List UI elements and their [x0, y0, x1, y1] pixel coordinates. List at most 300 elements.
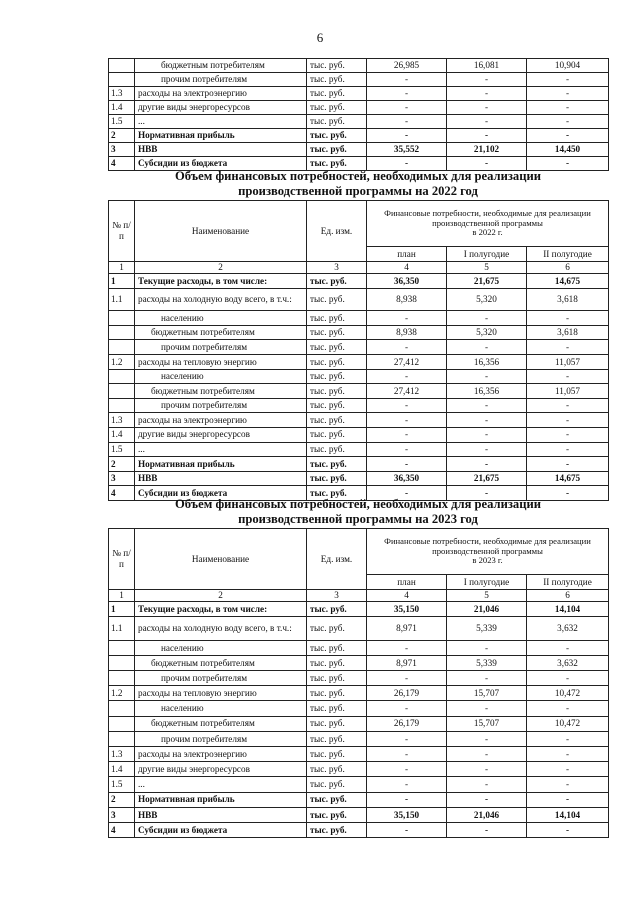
table-row: [109, 427, 609, 442]
row-value-half1: 16,081: [447, 59, 527, 73]
row-unit: тыс. руб.: [307, 701, 367, 716]
row-index: [109, 640, 135, 655]
row-name: ...: [135, 442, 307, 457]
table-row: [109, 129, 609, 143]
row-value-half1: -: [447, 822, 527, 837]
row-value-half2: -: [527, 129, 609, 143]
row-index: 1.3: [109, 747, 135, 762]
header-needs-year: в 2022 г.: [472, 227, 503, 238]
row-index: 1.4: [109, 101, 135, 115]
row-value-half1: -: [447, 640, 527, 655]
col-num-6: 6: [527, 590, 609, 602]
row-value-half2: -: [527, 442, 609, 457]
row-name: ...: [135, 115, 307, 129]
row-name: расходы на тепловую энергию: [135, 355, 307, 370]
table-row: [109, 311, 609, 326]
table-row: [109, 701, 609, 716]
row-value-half1: 15,707: [447, 686, 527, 701]
row-value-half2: 11,057: [527, 384, 609, 399]
row-value-half2: 3,632: [527, 617, 609, 641]
row-value-half2: 14,675: [527, 274, 609, 289]
row-value-half2: -: [527, 311, 609, 326]
table-row: [109, 777, 609, 792]
row-value-half1: -: [447, 413, 527, 428]
row-index: 1.4: [109, 762, 135, 777]
col-num-6: 6: [527, 262, 609, 274]
row-unit: тыс. руб.: [307, 340, 367, 355]
row-value-half1: -: [447, 101, 527, 115]
row-name: расходы на электроэнергию: [135, 747, 307, 762]
row-unit: тыс. руб.: [307, 762, 367, 777]
row-value-half2: 3,618: [527, 325, 609, 340]
row-unit: тыс. руб.: [307, 101, 367, 115]
row-unit: тыс. руб.: [307, 442, 367, 457]
row-value-plan: -: [367, 87, 447, 101]
row-index: 1: [109, 274, 135, 289]
table-row: [109, 671, 609, 686]
row-name: бюджетным потребителям: [135, 384, 307, 399]
row-value-half2: 14,104: [527, 602, 609, 617]
row-unit: тыс. руб.: [307, 640, 367, 655]
table-row: [109, 115, 609, 129]
row-value-plan: -: [367, 731, 447, 746]
row-value-half2: -: [527, 640, 609, 655]
row-index: 1.2: [109, 355, 135, 370]
header-unit: Ед. изм.: [307, 201, 367, 262]
row-name: населению: [135, 701, 307, 716]
table-row: [109, 288, 609, 311]
row-value-plan: -: [367, 369, 447, 384]
row-value-plan: -: [367, 129, 447, 143]
row-name: Нормативная прибыль: [135, 457, 307, 472]
row-value-half1: -: [447, 115, 527, 129]
header-needs-text: Финансовые потребности, необходимые для реализации производственной программы: [384, 535, 591, 556]
row-value-half2: 14,104: [527, 807, 609, 822]
row-index: 1.1: [109, 288, 135, 311]
heading-2023-line1: Объем финансовых потребностей, необходимых для реализации: [175, 497, 541, 511]
row-index: [109, 384, 135, 399]
row-unit: тыс. руб.: [307, 274, 367, 289]
row-value-half1: -: [447, 731, 527, 746]
row-value-half1: -: [447, 129, 527, 143]
row-unit: тыс. руб.: [307, 716, 367, 731]
row-value-half1: -: [447, 486, 527, 501]
row-index: [109, 701, 135, 716]
row-unit: тыс. руб.: [307, 311, 367, 326]
table-row: [109, 716, 609, 731]
row-value-half1: -: [447, 398, 527, 413]
row-unit: тыс. руб.: [307, 398, 367, 413]
table-row: [109, 384, 609, 399]
row-name: расходы на холодную воду всего, в т.ч.:: [135, 617, 307, 641]
row-name: другие виды энергоресурсов: [135, 101, 307, 115]
header-plan: план: [367, 247, 447, 262]
row-value-half1: 21,675: [447, 274, 527, 289]
row-value-half2: -: [527, 747, 609, 762]
table-row: [109, 602, 609, 617]
table-row: [109, 325, 609, 340]
row-unit: тыс. руб.: [307, 731, 367, 746]
col-num-5: 5: [447, 590, 527, 602]
table-row: [109, 471, 609, 486]
header-needs-year: в 2023 г.: [472, 555, 503, 566]
row-value-plan: -: [367, 792, 447, 807]
row-name: расходы на тепловую энергию: [135, 686, 307, 701]
row-unit: тыс. руб.: [307, 115, 367, 129]
table-row: [109, 340, 609, 355]
row-name: населению: [135, 311, 307, 326]
row-index: 1.2: [109, 686, 135, 701]
row-value-half1: 5,339: [447, 655, 527, 670]
row-value-half2: -: [527, 671, 609, 686]
row-name: Текущие расходы, в том числе:: [135, 602, 307, 617]
table-row: [109, 59, 609, 73]
financial-needs-table-2023: [108, 528, 609, 838]
table-row: [109, 686, 609, 701]
row-index: 4: [109, 822, 135, 837]
row-index: 1.3: [109, 413, 135, 428]
row-value-plan: -: [367, 157, 447, 171]
row-value-half2: -: [527, 427, 609, 442]
header-num: № п/п: [109, 529, 135, 590]
col-num-4: 4: [367, 590, 447, 602]
row-index: 2: [109, 129, 135, 143]
row-name: расходы на холодную воду всего, в т.ч.:: [135, 288, 307, 311]
row-value-plan: -: [367, 101, 447, 115]
row-index: [109, 671, 135, 686]
row-value-half1: -: [447, 157, 527, 171]
row-value-plan: 26,985: [367, 59, 447, 73]
row-unit: тыс. руб.: [307, 427, 367, 442]
table-row: [109, 747, 609, 762]
row-index: 4: [109, 157, 135, 171]
header-unit: Ед. изм.: [307, 529, 367, 590]
table-row: [109, 73, 609, 87]
row-value-half2: 10,472: [527, 716, 609, 731]
table-row: [109, 101, 609, 115]
table-row: [109, 398, 609, 413]
row-value-half2: -: [527, 340, 609, 355]
row-index: 3: [109, 471, 135, 486]
row-unit: тыс. руб.: [307, 87, 367, 101]
row-name: Текущие расходы, в том числе:: [135, 274, 307, 289]
table-row: [109, 640, 609, 655]
row-index: 2: [109, 792, 135, 807]
row-value-plan: -: [367, 427, 447, 442]
row-name: бюджетным потребителям: [135, 325, 307, 340]
top-table-section: [108, 58, 608, 171]
row-value-half2: 10,472: [527, 686, 609, 701]
header-needs: [367, 201, 609, 247]
row-value-plan: 26,179: [367, 716, 447, 731]
row-value-half2: -: [527, 73, 609, 87]
row-unit: тыс. руб.: [307, 457, 367, 472]
row-value-plan: 8,938: [367, 288, 447, 311]
row-value-half2: -: [527, 115, 609, 129]
row-name: Нормативная прибыль: [135, 129, 307, 143]
row-value-plan: 8,938: [367, 325, 447, 340]
row-value-half1: -: [447, 671, 527, 686]
table-2023-section: [108, 528, 608, 838]
row-index: 1: [109, 602, 135, 617]
row-name: бюджетным потребителям: [135, 655, 307, 670]
row-unit: тыс. руб.: [307, 384, 367, 399]
row-unit: тыс. руб.: [307, 686, 367, 701]
row-value-plan: -: [367, 777, 447, 792]
row-value-half1: -: [447, 340, 527, 355]
row-index: 3: [109, 807, 135, 822]
row-value-plan: 35,552: [367, 143, 447, 157]
row-value-plan: -: [367, 413, 447, 428]
row-value-half2: 10,904: [527, 59, 609, 73]
row-index: 1.4: [109, 427, 135, 442]
row-value-plan: 8,971: [367, 655, 447, 670]
row-value-plan: -: [367, 311, 447, 326]
header-name: Наименование: [135, 201, 307, 262]
row-value-half1: -: [447, 762, 527, 777]
row-unit: тыс. руб.: [307, 73, 367, 87]
row-name: бюджетным потребителям: [135, 716, 307, 731]
heading-2022: [108, 169, 608, 199]
row-value-half1: 5,320: [447, 288, 527, 311]
row-value-half2: -: [527, 87, 609, 101]
row-value-plan: 35,150: [367, 807, 447, 822]
row-value-plan: 8,971: [367, 617, 447, 641]
row-value-half1: -: [447, 311, 527, 326]
table-row: [109, 731, 609, 746]
row-value-plan: -: [367, 457, 447, 472]
row-value-half1: 21,102: [447, 143, 527, 157]
table-row: [109, 369, 609, 384]
row-value-half1: -: [447, 87, 527, 101]
col-num-2: 2: [135, 590, 307, 602]
row-value-plan: -: [367, 115, 447, 129]
row-unit: тыс. руб.: [307, 822, 367, 837]
row-value-half2: -: [527, 369, 609, 384]
row-name: прочим потребителям: [135, 73, 307, 87]
row-value-half2: -: [527, 457, 609, 472]
row-value-half2: -: [527, 762, 609, 777]
row-name: населению: [135, 369, 307, 384]
table-row: [109, 807, 609, 822]
row-value-half2: 11,057: [527, 355, 609, 370]
row-value-plan: 36,350: [367, 274, 447, 289]
row-name: прочим потребителям: [135, 671, 307, 686]
row-value-half1: 21,675: [447, 471, 527, 486]
row-index: 1.1: [109, 617, 135, 641]
financial-needs-table-2022: [108, 200, 609, 501]
row-name: Нормативная прибыль: [135, 792, 307, 807]
row-value-half2: -: [527, 777, 609, 792]
row-unit: тыс. руб.: [307, 671, 367, 686]
row-value-half1: -: [447, 457, 527, 472]
header-needs: [367, 529, 609, 575]
row-value-half2: -: [527, 157, 609, 171]
row-unit: тыс. руб.: [307, 413, 367, 428]
row-value-plan: -: [367, 486, 447, 501]
row-name: Субсидии из бюджета: [135, 157, 307, 171]
table-row: [109, 355, 609, 370]
row-unit: тыс. руб.: [307, 602, 367, 617]
row-unit: тыс. руб.: [307, 617, 367, 641]
row-name: прочим потребителям: [135, 398, 307, 413]
row-unit: тыс. руб.: [307, 792, 367, 807]
row-value-half2: -: [527, 101, 609, 115]
row-index: 2: [109, 457, 135, 472]
row-index: [109, 716, 135, 731]
heading-2023-line2: производственной программы на 2023 год: [238, 512, 478, 527]
row-value-half2: -: [527, 731, 609, 746]
header-half1: I полугодие: [447, 247, 527, 262]
row-value-plan: -: [367, 73, 447, 87]
row-name: другие виды энергоресурсов: [135, 762, 307, 777]
row-name: расходы на электроэнергию: [135, 413, 307, 428]
row-unit: тыс. руб.: [307, 157, 367, 171]
row-value-plan: -: [367, 762, 447, 777]
heading-2023: [108, 497, 608, 527]
header-num: № п/п: [109, 201, 135, 262]
row-value-half1: -: [447, 73, 527, 87]
row-index: [109, 325, 135, 340]
table-row: [109, 413, 609, 428]
row-value-half1: 5,339: [447, 617, 527, 641]
row-index: 3: [109, 143, 135, 157]
row-unit: тыс. руб.: [307, 288, 367, 311]
row-name: прочим потребителям: [135, 731, 307, 746]
table-row: [109, 617, 609, 641]
row-value-half2: -: [527, 486, 609, 501]
table-row: [109, 655, 609, 670]
header-needs-text: Финансовые потребности, необходимые для реализации производственной программы: [384, 207, 591, 228]
heading-2022-line2: производственной программы на 2022 год: [238, 184, 478, 199]
table-row: [109, 762, 609, 777]
row-name: НВВ: [135, 807, 307, 822]
row-value-plan: 26,179: [367, 686, 447, 701]
col-num-3: 3: [307, 262, 367, 274]
header-plan: план: [367, 575, 447, 590]
row-name: НВВ: [135, 143, 307, 157]
table-row: [109, 87, 609, 101]
row-value-plan: 27,412: [367, 355, 447, 370]
row-value-half1: -: [447, 369, 527, 384]
row-value-half2: 14,675: [527, 471, 609, 486]
row-value-half1: 21,046: [447, 602, 527, 617]
row-unit: тыс. руб.: [307, 129, 367, 143]
row-index: [109, 73, 135, 87]
row-value-half2: 14,450: [527, 143, 609, 157]
table-2022-section: [108, 200, 608, 501]
header-half2: II полугодие: [527, 247, 609, 262]
row-value-plan: -: [367, 340, 447, 355]
page-number: 6: [316, 30, 324, 45]
row-index: 1.3: [109, 87, 135, 101]
row-unit: тыс. руб.: [307, 355, 367, 370]
row-value-half1: -: [447, 442, 527, 457]
row-index: [109, 731, 135, 746]
row-value-half1: 21,046: [447, 807, 527, 822]
row-index: [109, 340, 135, 355]
row-index: 4: [109, 486, 135, 501]
row-value-half2: 3,618: [527, 288, 609, 311]
row-value-half1: 16,356: [447, 384, 527, 399]
col-num-5: 5: [447, 262, 527, 274]
row-unit: тыс. руб.: [307, 777, 367, 792]
top-continuation-table: [108, 58, 609, 171]
row-value-plan: -: [367, 701, 447, 716]
row-unit: тыс. руб.: [307, 747, 367, 762]
row-value-plan: -: [367, 640, 447, 655]
row-name: прочим потребителям: [135, 340, 307, 355]
row-name: бюджетным потребителям: [135, 59, 307, 73]
header-name: Наименование: [135, 529, 307, 590]
row-index: [109, 398, 135, 413]
row-index: [109, 59, 135, 73]
row-value-plan: 27,412: [367, 384, 447, 399]
table-row: [109, 274, 609, 289]
col-num-3: 3: [307, 590, 367, 602]
table-row: [109, 822, 609, 837]
col-num-1: 1: [109, 262, 135, 274]
col-num-2: 2: [135, 262, 307, 274]
row-index: [109, 655, 135, 670]
row-unit: тыс. руб.: [307, 369, 367, 384]
row-value-half2: -: [527, 398, 609, 413]
row-value-half1: 16,356: [447, 355, 527, 370]
row-value-plan: 36,350: [367, 471, 447, 486]
row-value-half2: -: [527, 792, 609, 807]
table-row: [109, 143, 609, 157]
row-name: ...: [135, 777, 307, 792]
row-name: другие виды энергоресурсов: [135, 427, 307, 442]
row-value-half1: -: [447, 777, 527, 792]
row-value-half1: -: [447, 427, 527, 442]
row-value-half1: -: [447, 792, 527, 807]
col-num-4: 4: [367, 262, 447, 274]
row-unit: тыс. руб.: [307, 325, 367, 340]
row-value-plan: 35,150: [367, 602, 447, 617]
header-half2: II полугодие: [527, 575, 609, 590]
row-value-half2: -: [527, 701, 609, 716]
row-unit: тыс. руб.: [307, 486, 367, 501]
heading-2022-line1: Объем финансовых потребностей, необходимых для реализации: [175, 169, 541, 183]
row-unit: тыс. руб.: [307, 59, 367, 73]
row-value-plan: -: [367, 398, 447, 413]
row-index: 1.5: [109, 115, 135, 129]
row-value-half2: 3,632: [527, 655, 609, 670]
row-value-half1: -: [447, 747, 527, 762]
row-index: [109, 311, 135, 326]
row-unit: тыс. руб.: [307, 655, 367, 670]
header-half1: I полугодие: [447, 575, 527, 590]
row-name: Субсидии из бюджета: [135, 486, 307, 501]
row-unit: тыс. руб.: [307, 807, 367, 822]
table-row: [109, 457, 609, 472]
row-value-half2: -: [527, 822, 609, 837]
row-value-half1: 15,707: [447, 716, 527, 731]
row-value-plan: -: [367, 671, 447, 686]
row-name: расходы на электроэнергию: [135, 87, 307, 101]
row-value-half1: -: [447, 701, 527, 716]
table-row: [109, 442, 609, 457]
table-row: [109, 792, 609, 807]
row-index: 1.5: [109, 442, 135, 457]
row-index: [109, 369, 135, 384]
row-value-half1: 5,320: [447, 325, 527, 340]
row-value-half2: -: [527, 413, 609, 428]
row-unit: тыс. руб.: [307, 471, 367, 486]
row-value-plan: -: [367, 822, 447, 837]
row-name: Субсидии из бюджета: [135, 822, 307, 837]
